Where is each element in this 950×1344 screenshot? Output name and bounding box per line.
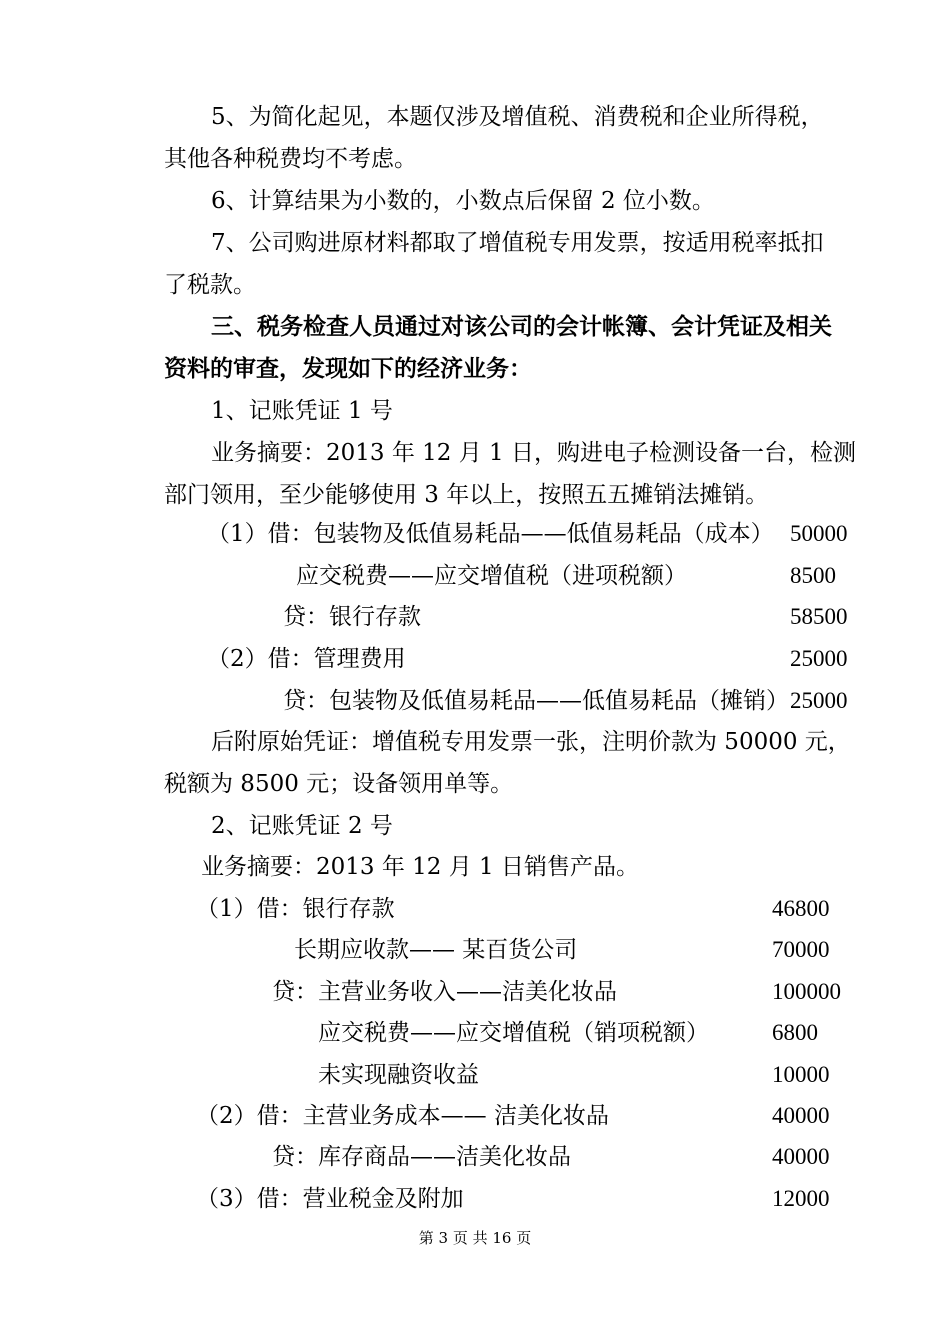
voucher1-entry-amount: 50000 bbox=[790, 521, 848, 546]
voucher1-title: 1、记账凭证 1 号 bbox=[211, 398, 393, 424]
voucher2-entry-amount: 40000 bbox=[772, 1103, 830, 1128]
voucher2-entry-text: 贷：主营业务收入——洁美化妆品 bbox=[272, 979, 617, 1005]
voucher2-entry-amount: 46800 bbox=[772, 896, 830, 921]
voucher2-summary: 业务摘要：2013 年 12 月 1 日销售产品。 bbox=[201, 854, 639, 880]
voucher1-entry-amount: 58500 bbox=[790, 604, 848, 629]
voucher2-entry-amount: 40000 bbox=[772, 1144, 830, 1169]
voucher2-entry-amount: 10000 bbox=[772, 1062, 830, 1087]
voucher2-entry-text: （3）借：营业税金及附加 bbox=[196, 1186, 464, 1212]
voucher1-summary-line1: 业务摘要：2013 年 12 月 1 日，购进电子检测设备一台，检测 bbox=[211, 440, 856, 466]
intro-item7-line1: 7、公司购进原材料都取了增值税专用发票，按适用税率抵扣 bbox=[211, 230, 824, 256]
intro-item7-line2: 了税款。 bbox=[164, 272, 256, 298]
voucher1-entry-amount: 25000 bbox=[790, 688, 848, 713]
voucher1-attachment-line1: 后附原始凭证：增值税专用发票一张，注明价款为 50000 元， bbox=[211, 729, 851, 755]
voucher2-entry-amount: 70000 bbox=[772, 937, 830, 962]
section3-heading-line2: 资料的审查，发现如下的经济业务： bbox=[164, 355, 532, 382]
voucher1-entry-text: （1）借：包装物及低值易耗品——低值易耗品（成本） bbox=[207, 521, 774, 547]
voucher1-entry-text: （2）借：管理费用 bbox=[207, 646, 406, 672]
voucher2-entry-amount: 6800 bbox=[772, 1020, 818, 1045]
voucher2-title: 2、记账凭证 2 号 bbox=[211, 813, 393, 839]
section3-heading-line1: 三、税务检查人员通过对该公司的会计帐簿、会计凭证及相关 bbox=[211, 313, 832, 340]
voucher1-entry-text: 贷：银行存款 bbox=[283, 604, 421, 630]
voucher2-entry-text: 贷：库存商品——洁美化妆品 bbox=[272, 1144, 571, 1170]
voucher2-entry-amount: 12000 bbox=[772, 1186, 830, 1211]
voucher1-entry-text: 贷：包装物及低值易耗品——低值易耗品（摊销） bbox=[283, 688, 789, 714]
intro-item6: 6、计算结果为小数的，小数点后保留 2 位小数。 bbox=[211, 188, 715, 214]
intro-item5-line2: 其他各种税费均不考虑。 bbox=[164, 146, 417, 172]
voucher2-entry-text: （2）借：主营业务成本—— 洁美化妆品 bbox=[196, 1103, 609, 1129]
voucher2-entry-text: （1）借：银行存款 bbox=[196, 896, 395, 922]
voucher1-summary-line2: 部门领用，至少能够使用 3 年以上，按照五五摊销法摊销。 bbox=[164, 482, 769, 508]
voucher2-entry-amount: 100000 bbox=[772, 979, 841, 1004]
voucher1-entry-text: 应交税费——应交增值税（进项税额） bbox=[296, 563, 687, 589]
intro-item5-line1: 5、为简化起见，本题仅涉及增值税、消费税和企业所得税， bbox=[211, 104, 824, 130]
voucher1-entry-amount: 8500 bbox=[790, 563, 836, 588]
voucher2-entry-text: 未实现融资收益 bbox=[318, 1062, 479, 1088]
voucher1-entry-amount: 25000 bbox=[790, 646, 848, 671]
voucher2-entry-text: 应交税费——应交增值税（销项税额） bbox=[318, 1020, 709, 1046]
voucher1-attachment-line2: 税额为 8500 元；设备领用单等。 bbox=[164, 771, 514, 797]
page-number-footer: 第 3 页 共 16 页 bbox=[418, 1229, 532, 1247]
voucher2-entry-text: 长期应收款—— 某百货公司 bbox=[294, 937, 578, 963]
